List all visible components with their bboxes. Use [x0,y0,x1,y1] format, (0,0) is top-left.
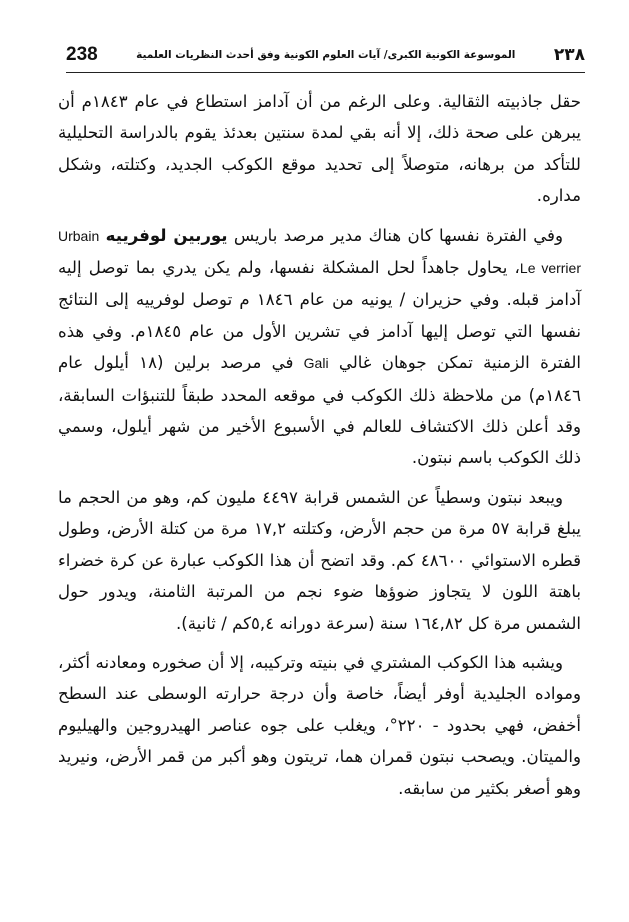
latin-name: Gali [303,355,329,372]
paragraph-text: ويبعد نبتون وسطياً عن الشمس قرابة ٤٤٩٧ مليون كم، وهو من الحجم ما يبلغ قرابة ٥٧ مرة من حجم الأرض، وكتلته ١٧,٢ مرة من كتلة الأرض، وطول قطره الاستوائي ٤٨٦٠٠ كم. وقد اتضح أن هذا الكوكب عبارة عن كرة خضراء باهتة اللون لا يتجاوز ضوؤها ضوء نجم من المرتبة الثامنة، ويدور حول الشمس مرة كل ١٦٤,٨٢ سنة (سرعة دورانه ٥,٤كم / ثانية). [58,487,581,633]
name-bold: يوربين لوفرييه [105,225,228,245]
page-body [58,86,581,812]
paragraph [58,86,581,212]
paragraph-text: ، يحاول جاهداً لحل المشكلة نفسها، ولم يكن يدري بما توصل إليه آدامز قبله. وفي حزيران / يونيه من عام ١٨٤٦ م توصل لوفرييه إلى النتائج نفسها التي توصل إليها آدامز في تشرين الأول من عام ١٨٤٥م. وفي هذه الفترة الزمنية تمكن جوهان غالي [58,258,581,373]
paragraph [58,647,581,804]
page-number-latin: 238 [66,44,98,65]
running-title: الموسوعة الكونية الكبرى/ آيات العلوم الكونية وفق أحدث النظريات العلمية [136,49,516,61]
paragraph [58,482,581,639]
paragraph-text: في مرصد برلين (١٨ أيلول عام ١٨٤٦م) من ملاحظة ذلك الكوكب في موقعه المحدد طبقاً للتنبؤات السابقة، وقد أعلن ذلك الاكتشاف للعالم في الأسبوع الأخير من شهر أيلول، وسمي ذلك الكوكب باسم نبتون. [58,353,581,468]
page-header [66,38,585,73]
page-number-arabic: ٢٣٨ [553,45,585,65]
paragraph-text: وفي الفترة نفسها كان هناك مدير مرصد باريس [227,225,563,245]
paragraph-text: حقل جاذبيته الثقالية. وعلى الرغم من أن آدامز استطاع في عام ١٨٤٣م أن يبرهن على صحة ذلك، إلا أنه بقي لمدة سنتين بعدئذ يقوم بالدراسة التحليلية للتأكد من برهانه، متوصلاً إلى تحديد موقع الكوكب الجديد، وكتلته، وشكل مداره. [58,92,581,206]
latin-name: Urbain Le verrier [58,227,581,277]
paragraph [58,220,581,474]
paragraph-text: ويشبه هذا الكوكب المشتري في بنيته وتركيبه، إلا أن صخوره ومعادنه أكثر، ومواده الجليدية أوفر أيضاً، خاصة وأن درجة حرارته الوسطى عند السطح أخفض، فهي بحدود - ٢٢٠°، ويغلب على جوه عناصر الهيدروجين والهيليوم والميتان. ويصحب نبتون قمران هما، تريتون وهو أكبر من قمر الأرض، ونيريد وهو أصغر بكثير من سابقه. [58,652,581,798]
